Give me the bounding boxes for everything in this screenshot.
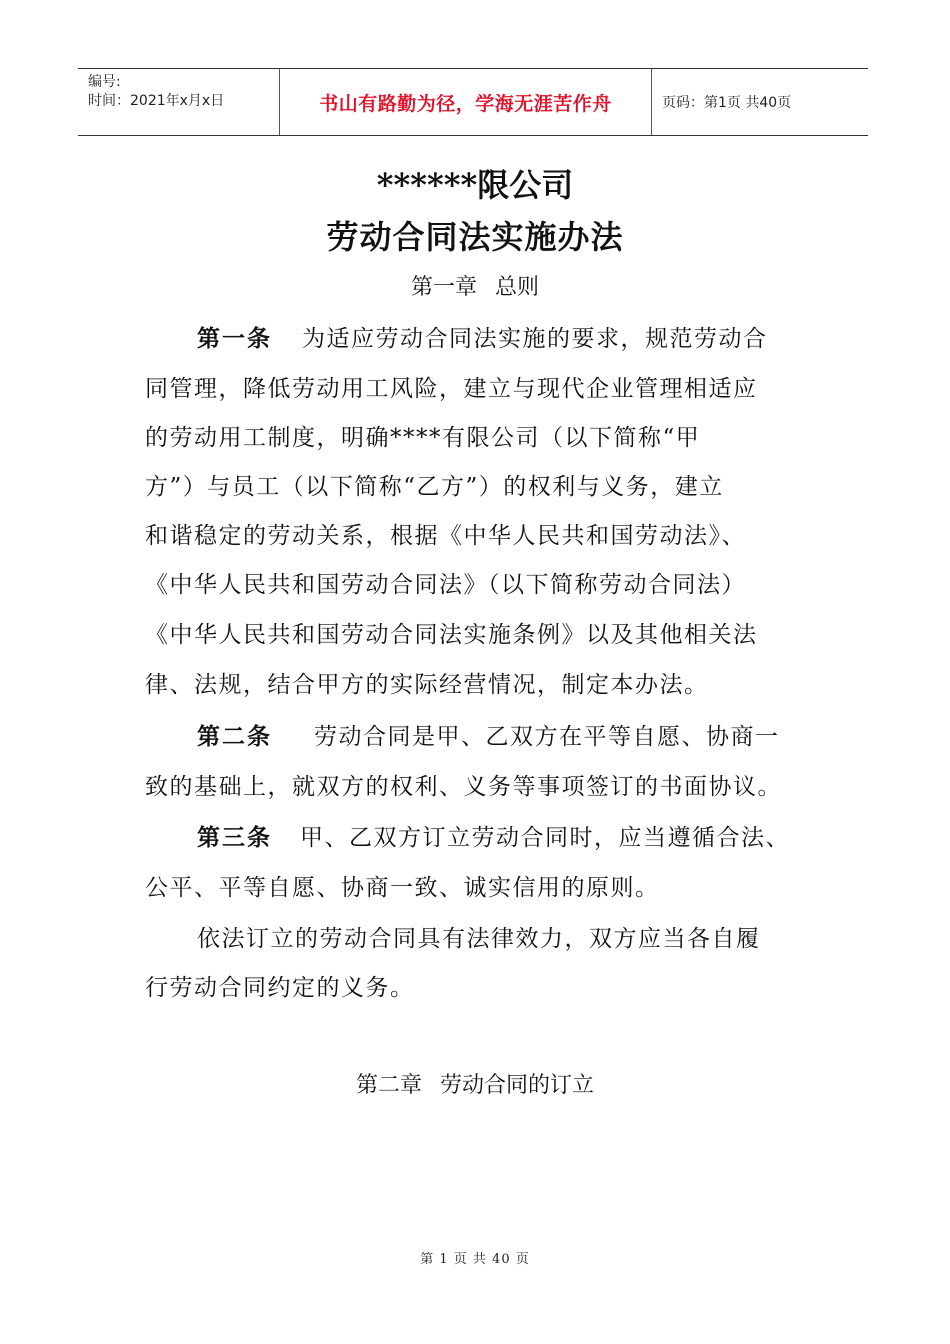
time-label: 时间：2021年x月x日 <box>88 93 225 109</box>
article-3-label: 第三条 <box>197 824 272 851</box>
article-1-line: 的劳动用工制度，明确****有限公司（以下简称“甲 <box>145 425 701 451</box>
chapter-2-number: 第二章 <box>355 1073 422 1098</box>
chapter-heading-2 <box>0 1068 950 1099</box>
article-1-label: 第一条 <box>197 325 272 352</box>
article-1-line: 方”）与员工（以下简称“乙方”）的权利与义务，建立 <box>145 474 724 500</box>
number-label: 编号: <box>88 74 121 90</box>
article-2-text: 劳动合同是甲、乙双方在平等自愿、协商一 <box>314 724 780 750</box>
article-1-line: 和谐稳定的劳动关系，根据《中华人民共和国劳动法》、 <box>145 523 746 549</box>
document-title: 劳动合同法实施办法 <box>326 218 624 256</box>
header-meta-cell <box>78 69 280 135</box>
validity-line: 行劳动合同约定的义务。 <box>145 975 415 1001</box>
article-3-text: 甲、乙双方订立劳动合同时，应当遵循合法、 <box>300 825 790 851</box>
chapter-2-name: 劳动合同的订立 <box>440 1073 595 1098</box>
chapter-1-number: 第一章 <box>410 275 477 300</box>
article-3-line: 公平、平等自愿、协商一致、诚实信用的原则。 <box>145 875 660 901</box>
article-1-line: 《中华人民共和国劳动合同法实施条例》以及其他相关法 <box>145 622 758 648</box>
chapter-1-name: 总则 <box>495 275 540 300</box>
article-2-label: 第二条 <box>197 723 272 750</box>
article-1-line: 律、法规，结合甲方的实际经营情况，制定本办法。 <box>145 672 709 698</box>
header-page-cell <box>652 69 868 135</box>
article-1-line <box>197 320 768 353</box>
header-motto-cell <box>280 69 652 135</box>
article-2-line <box>197 718 780 751</box>
article-2-line: 致的基础上，就双方的权利、义务等事项签订的书面协议。 <box>145 774 782 800</box>
article-1-text: 为适应劳动合同法实施的要求，规范劳动合 <box>302 326 768 352</box>
document-header <box>78 68 868 136</box>
chapter-heading-1 <box>0 270 950 301</box>
page-info: 页码：第1页 共40页 <box>662 95 792 111</box>
validity-line: 依法订立的劳动合同具有法律效力，双方应当各自履 <box>197 926 761 952</box>
article-1-line: 同管理，降低劳动用工风险，建立与现代企业管理相适应 <box>145 376 758 402</box>
page-footer: 第 1 页 共 40 页 <box>420 1252 530 1267</box>
motto-text: 书山有路勤为径，学海无涯苦作舟 <box>319 92 612 115</box>
company-title: ******限公司 <box>376 166 574 204</box>
article-3-line <box>197 819 790 852</box>
article-1-line: 《中华人民共和国劳动合同法》（以下简称劳动合同法） <box>145 572 746 598</box>
